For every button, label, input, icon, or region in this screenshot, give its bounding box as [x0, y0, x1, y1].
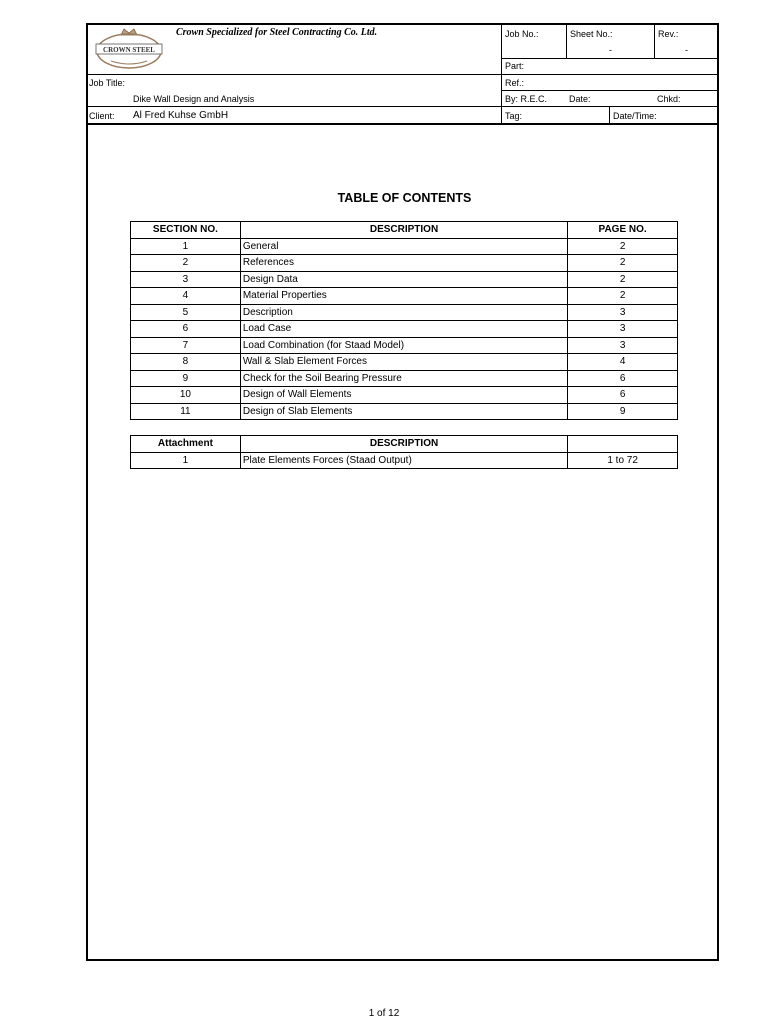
job-title-label: Job Title:: [89, 78, 126, 88]
job-no-label: Job No.:: [505, 29, 539, 39]
attachment-header-row: [131, 436, 678, 453]
sheet-header: [88, 25, 717, 125]
row-page: 3: [568, 337, 678, 354]
row-number: 8: [131, 354, 241, 371]
datetime-label: Date/Time:: [613, 111, 657, 121]
row-description: Design of Slab Elements: [240, 403, 567, 420]
row-description: References: [240, 255, 567, 272]
table-row: [131, 370, 678, 387]
rev-label: Rev.:: [658, 29, 679, 39]
header-section-no: SECTION NO.: [131, 222, 241, 239]
toc-table: [130, 221, 678, 420]
row-number: 1: [131, 238, 241, 255]
table-row: [131, 403, 678, 420]
row-number: 5: [131, 304, 241, 321]
row-description: Wall & Slab Element Forces: [240, 354, 567, 371]
sheet-no-label: Sheet No.:: [570, 29, 613, 39]
part-label: Part:: [505, 61, 525, 71]
row-number: 9: [131, 370, 241, 387]
header-attachment: Attachment: [131, 436, 241, 453]
row-description: Load Case: [240, 321, 567, 338]
row-description: Description: [240, 304, 567, 321]
rev-value: -: [685, 45, 688, 55]
table-row: [131, 387, 678, 404]
table-row: [131, 452, 678, 469]
row-number: 1: [131, 452, 241, 469]
row-description: Plate Elements Forces (Staad Output): [240, 452, 567, 469]
table-row: [131, 271, 678, 288]
row-description: Design Data: [240, 271, 567, 288]
row-description: Load Combination (for Staad Model): [240, 337, 567, 354]
client-label: Client:: [89, 111, 115, 121]
logo-text: CROWN STEEL: [103, 46, 155, 54]
table-row: [131, 321, 678, 338]
toc-header-row: [131, 222, 678, 239]
table-row: [131, 255, 678, 272]
crown-steel-logo: [91, 27, 167, 71]
tag-label: Tag:: [505, 111, 523, 121]
header-att-description: DESCRIPTION: [240, 436, 567, 453]
row-page: 9: [568, 403, 678, 420]
header-page-no: PAGE NO.: [568, 222, 678, 239]
row-page: 3: [568, 304, 678, 321]
ref-label: Ref.:: [505, 78, 525, 88]
table-row: [131, 304, 678, 321]
table-row: [131, 288, 678, 305]
header-att-pages: [568, 436, 678, 453]
row-number: 2: [131, 255, 241, 272]
job-title-value: Dike Wall Design and Analysis: [133, 94, 255, 104]
attachment-table: [130, 435, 678, 469]
toc-title: TABLE OF CONTENTS: [337, 191, 472, 205]
row-description: General: [240, 238, 567, 255]
table-row: [131, 354, 678, 371]
row-page: 4: [568, 354, 678, 371]
row-description: Check for the Soil Bearing Pressure: [240, 370, 567, 387]
row-page: 2: [568, 271, 678, 288]
row-page: 6: [568, 370, 678, 387]
row-page: 3: [568, 321, 678, 338]
client-value: Al Fred Kuhse GmbH: [133, 110, 229, 121]
row-number: 7: [131, 337, 241, 354]
calculation-sheet: [86, 23, 719, 961]
row-page: 2: [568, 255, 678, 272]
row-page: 1 to 72: [568, 452, 678, 469]
row-page: 2: [568, 238, 678, 255]
row-number: 3: [131, 271, 241, 288]
row-number: 11: [131, 403, 241, 420]
chkd-label: Chkd:: [657, 94, 681, 104]
row-page: 2: [568, 288, 678, 305]
by-label: By: R.E.C.: [505, 94, 548, 104]
table-row: [131, 238, 678, 255]
row-page: 6: [568, 387, 678, 404]
header-description: DESCRIPTION: [240, 222, 567, 239]
row-number: 10: [131, 387, 241, 404]
row-description: Design of Wall Elements: [240, 387, 567, 404]
date-label: Date:: [569, 94, 591, 104]
row-number: 6: [131, 321, 241, 338]
table-row: [131, 337, 678, 354]
row-number: 4: [131, 288, 241, 305]
row-description: Material Properties: [240, 288, 567, 305]
company-name: Crown Specialized for Steel Contracting Co. Ltd.: [176, 27, 378, 38]
page-number: 1 of 12: [368, 1008, 400, 1019]
sheet-no-value: -: [609, 45, 612, 55]
